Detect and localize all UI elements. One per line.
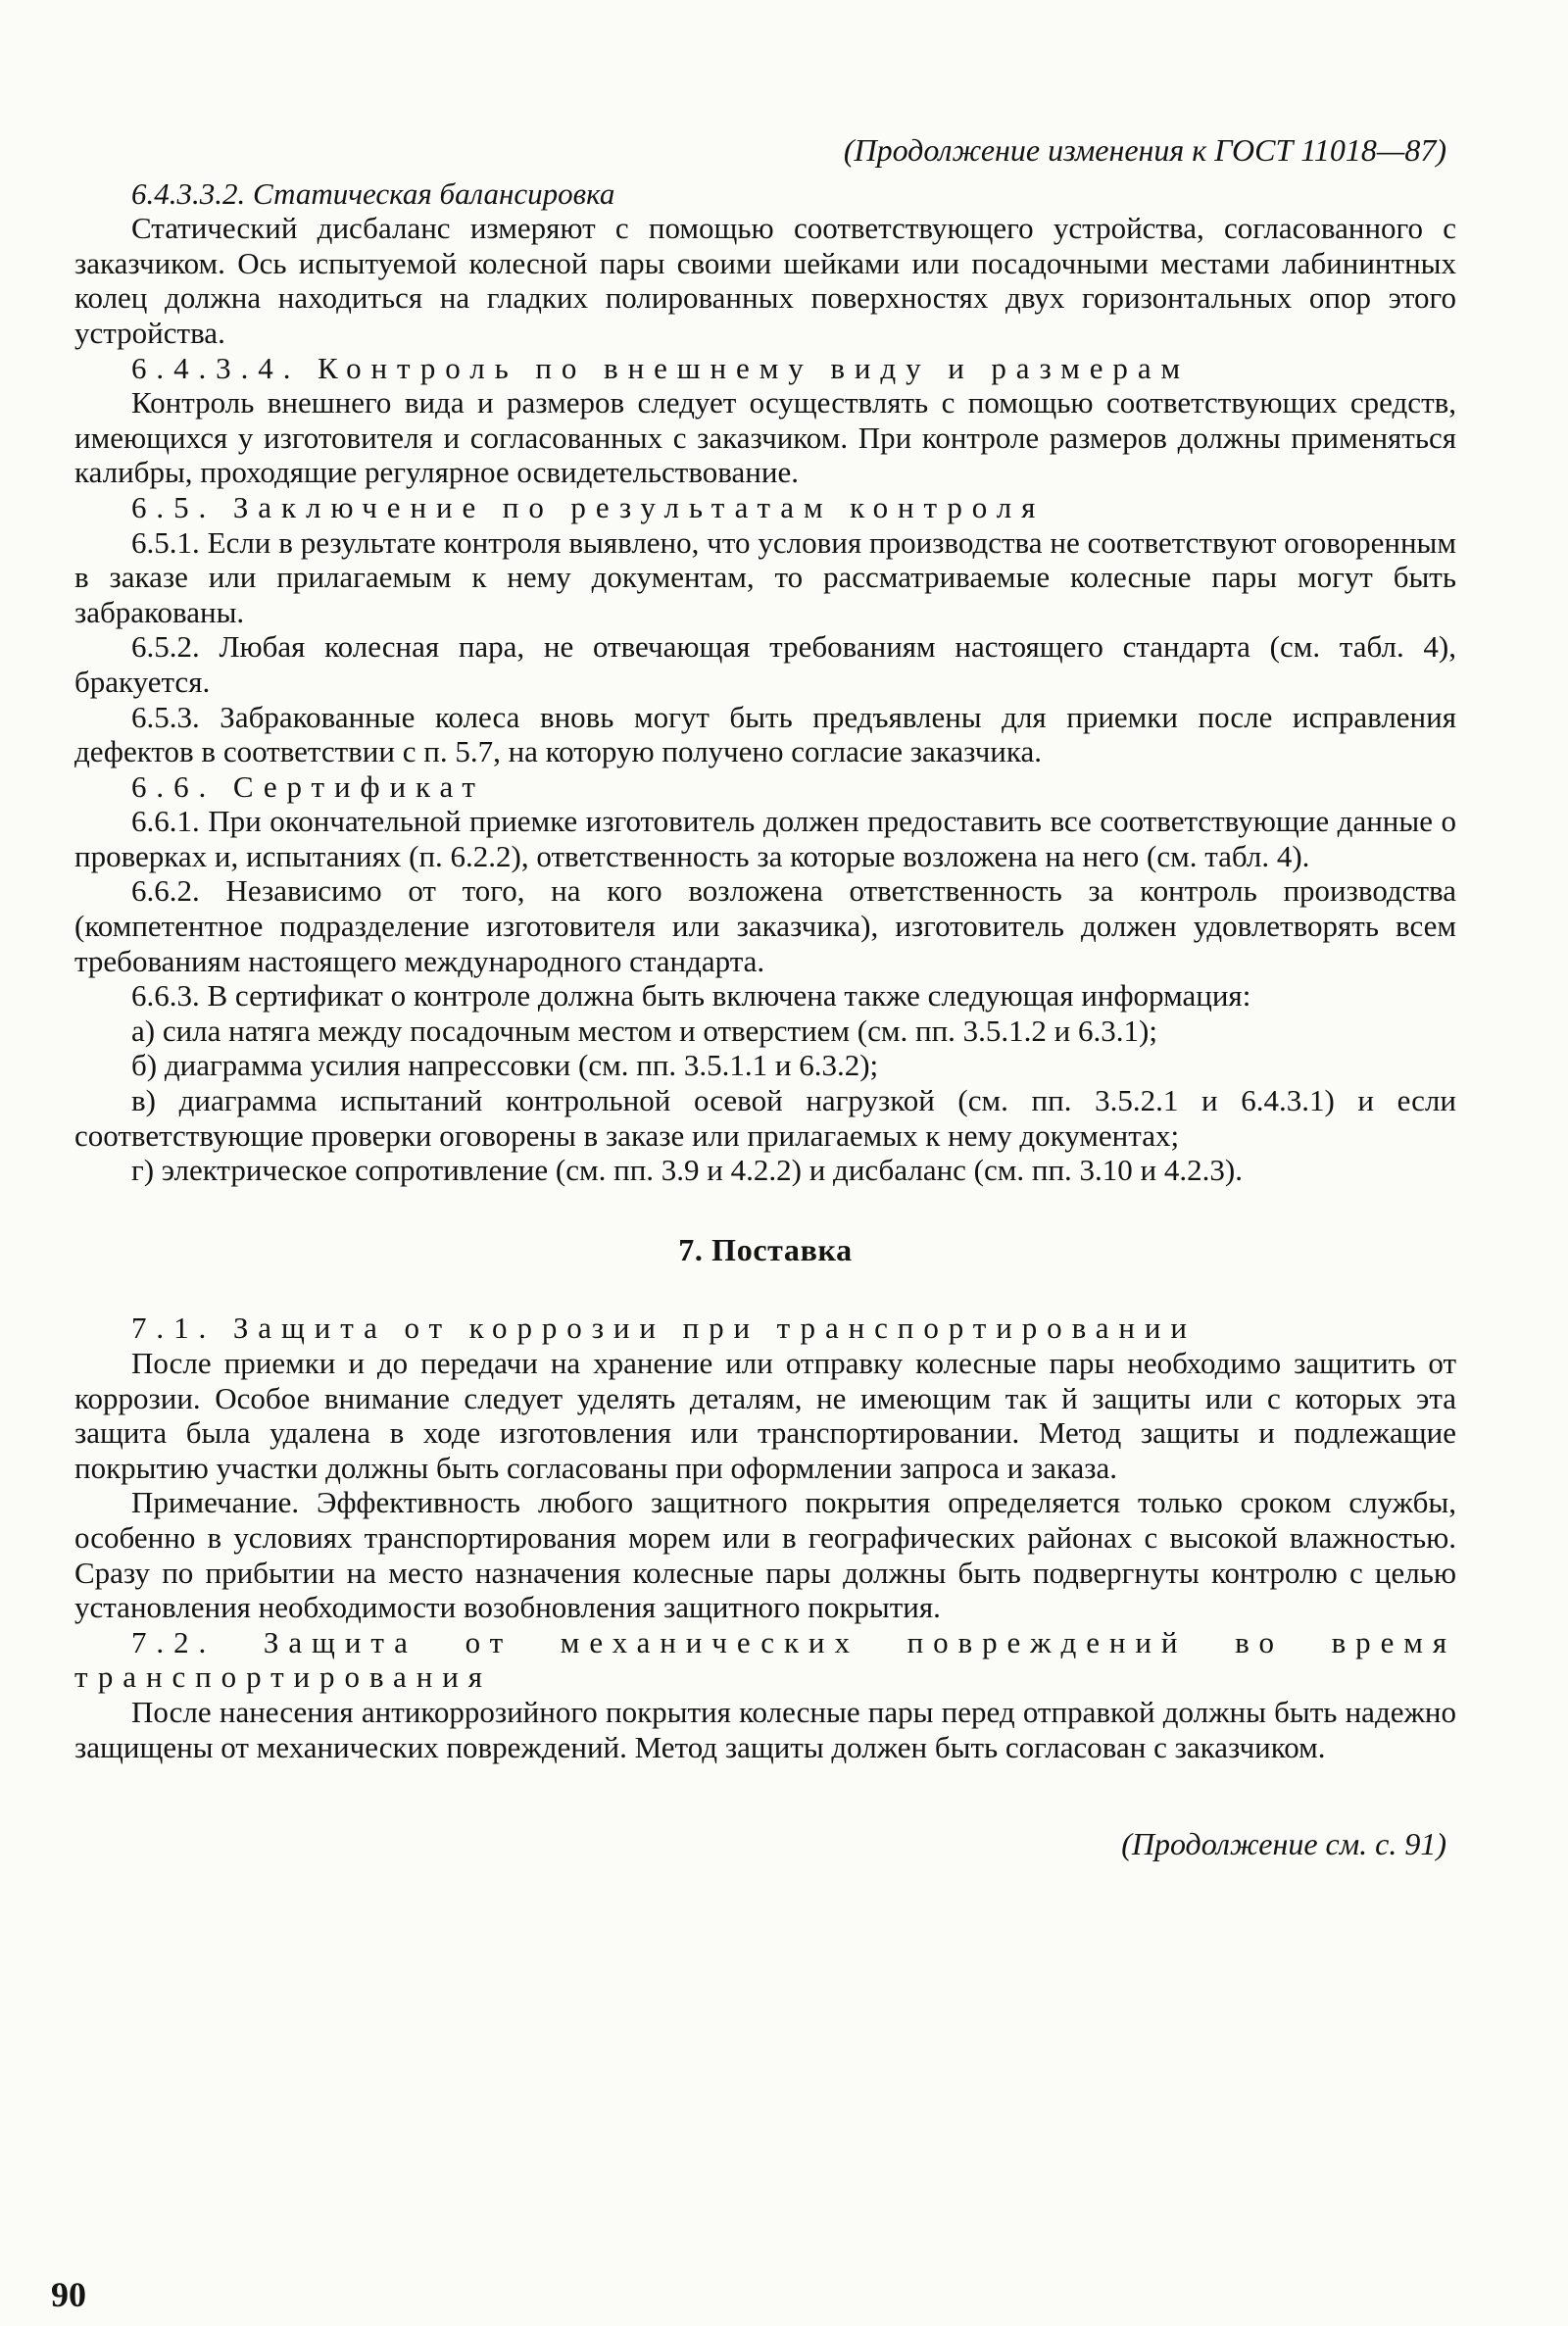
clause-7-1-text: После приемки и до передачи на хранение или отправку колесные пары необходимо защитить от коррозии. Особое внимание следует уделять деталям, не имеющим так й защиты или с которых эта защита была удалена в ходе изготовления или транспортировании. Метод защиты и подлежащие покрытию участки должны быть согласованы при оформлении запроса и заказа. [74, 1346, 1456, 1485]
clause-6-5-3: 6.5.3. Забракованные колеса вновь могут быть предъявлены для приемки после исправления дефектов в соответствии с п. 5.7, на которую получено согласие заказчика. [74, 699, 1456, 769]
list-item-b: б) диаграмма усилия напрессовки (см. пп. 3.5.1.1 и 6.3.2); [131, 1048, 879, 1083]
page-number: 90 [51, 2275, 86, 2314]
clause-6-5-heading: 6.5. Заключение по результатам контроля [131, 489, 1046, 524]
continuation-note: (Продолжение см. с. 91) [1121, 1826, 1446, 1862]
note-paragraph: Примечание. Эффективность любого защитного покрытия определяется только сроком службы, особенно в условиях транспортирования морем или в географических районах с высокой влажностью. Сразу по прибытии на место назначения колесные пары должны быть подвергнуты контролю с целью установления необходимости возобновления защитного покрытия. [74, 1485, 1456, 1625]
clause-6-4-3-3-2-heading: 6.4.3.3.2. Статическая балансировка [131, 175, 615, 211]
clause-6-6-3: 6.6.3. В сертификат о контроле должна быть включена также следующая информация: [131, 978, 1251, 1014]
clause-6-5-2: 6.5.2. Любая колесная пара, не отвечающая требованиям настоящего стандарта (см. табл. 4), бракуется. [74, 629, 1456, 699]
clause-6-6-1: 6.6.1. При окончательной приемке изготовитель должен предоставить все соответствующие данные о проверках и, испытаниях (п. 6.2.2), ответственность за которые возложена на него (см. табл. 4). [74, 804, 1456, 873]
page-content [74, 133, 1456, 1862]
clause-6-4-3-3-2-text: Статический дисбаланс измеряют с помощью соответствующего устройства, согласованного с заказчиком. Ось испытуемой колесной пары своими шейками или посадочными местами лабининтных колец должна находиться на гладких полированных поверхностях двух горизонтальных опор этого устройства. [74, 211, 1456, 350]
clause-6-6-2: 6.6.2. Независимо от того, на кого возложена ответственность за контроль производства (компетентное подразделение изготовителя или заказчика), изготовитель должен удовлетворять всем требованиям настоящего международного стандарта. [74, 873, 1456, 978]
list-item-v: в) диаграмма испытаний контрольной осевой нагрузкой (см. пп. 3.5.2.1 и 6.4.3.1) и если соответствующие проверки оговорены в заказе или прилагаемых к нему документах; [74, 1083, 1456, 1153]
clause-7-1-heading: 7.1. Защита от коррозии при транспортировании [131, 1311, 1197, 1346]
clause-7-2-heading: 7.2. Защита от механических повреждений во время транспортирования [74, 1624, 1456, 1695]
running-head: (Продолжение изменения к ГОСТ 11018—87) [843, 132, 1446, 168]
clause-6-4-3-4-heading: 6.4.3.4. Контроль по внешнему виду и размерам [131, 350, 1191, 385]
clause-6-4-3-4-text: Контроль внешнего вида и размеров следует осуществлять с помощью соответствующих средств, имеющихся у изготовителя и согласованных с заказчиком. При контроле размеров должны применяться калибры, проходящие регулярное освидетельствование. [74, 385, 1456, 490]
clause-6-6-heading: 6.6. Сертификат [131, 768, 485, 804]
section-title: 7. Поставка [678, 1231, 853, 1267]
list-item-a: а) сила натяга между посадочным местом и отверстием (см. пп. 3.5.1.2 и 6.3.1); [131, 1013, 1157, 1048]
clause-7-2-text: После нанесения антикоррозийного покрытия колесные пары перед отправкой должны быть надежно защищены от механических повреждений. Метод защиты должен быть согласован с заказчиком. [74, 1694, 1456, 1764]
list-item-g: г) электрическое сопротивление (см. пп. 3.9 и 4.2.2) и дисбаланс (см. пп. 3.10 и 4.2.3). [131, 1153, 1243, 1188]
clause-6-5-1: 6.5.1. Если в результате контроля выявлено, что условия производства не соответствуют оговоренным в заказе или прилагаемым к нему документам, то рассматриваемые колесные пары могут быть забракованы. [74, 524, 1456, 629]
